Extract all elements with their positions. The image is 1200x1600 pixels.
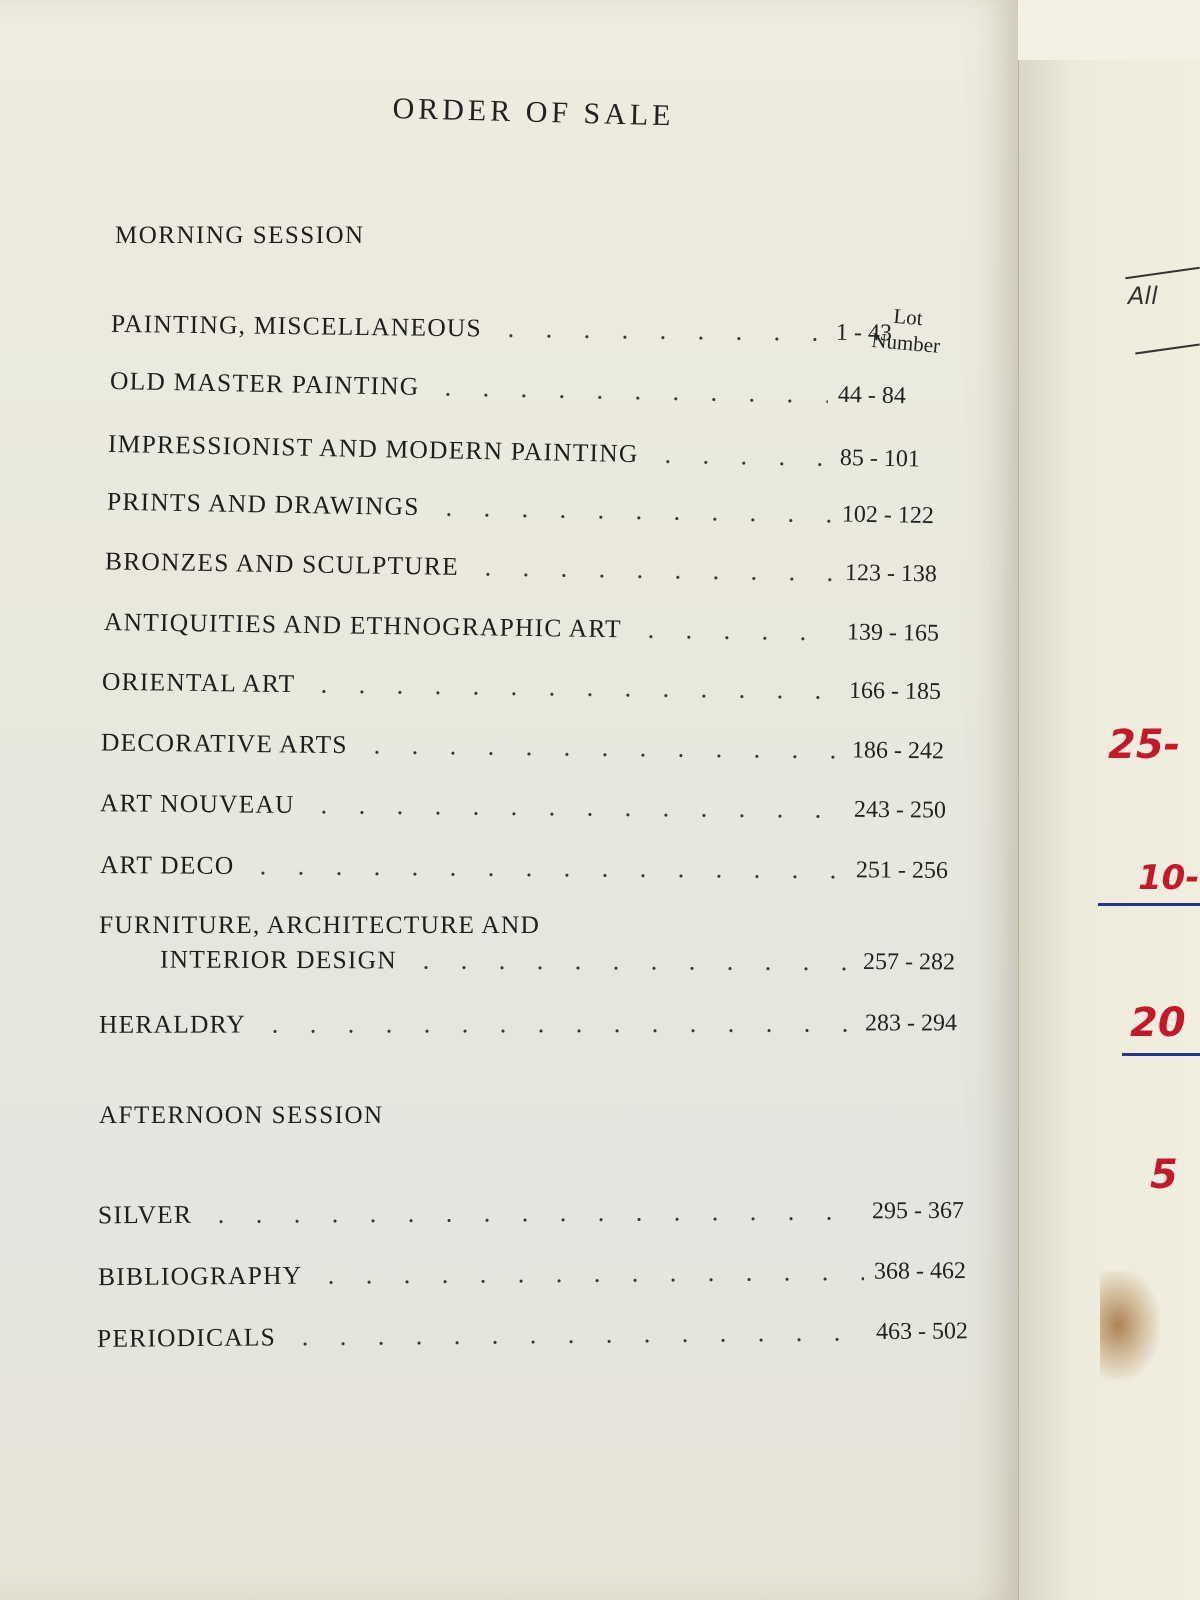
handwritten-number: 25- [1108, 722, 1181, 768]
list-item [108, 425, 950, 475]
dot-leader [492, 334, 826, 342]
list-item [110, 362, 948, 412]
lot-range: 243 - 250 [853, 796, 947, 824]
dot-leader [305, 689, 839, 700]
list-item [97, 1312, 986, 1354]
category-label: ORIENTAL ART [101, 666, 296, 699]
lot-range: 85 - 101 [839, 444, 921, 473]
list-item [100, 846, 966, 886]
dot-leader [407, 965, 853, 971]
dot-leader [632, 634, 837, 641]
foxing-stain [1100, 1270, 1160, 1380]
category-label: DECORATIVE ARTS [100, 727, 348, 760]
category-label-continued: INTERIOR DESIGN [159, 944, 397, 975]
lot-range: 123 - 138 [844, 559, 938, 588]
lot-range: 102 - 122 [841, 501, 935, 530]
lot-range: 166 - 185 [848, 677, 942, 706]
lot-range: 368 - 462 [873, 1258, 967, 1285]
category-label: ART DECO [99, 849, 235, 880]
category-label: IMPRESSIONIST AND MODERN PAINTING [107, 428, 639, 469]
category-label: BIBLIOGRAPHY [97, 1260, 303, 1292]
dot-leader [429, 512, 831, 523]
session-heading-morning: MORNING SESSION [115, 222, 365, 249]
list-item [104, 603, 957, 649]
lot-range: 139 - 165 [846, 619, 940, 647]
lot-number-header: Lot Number [870, 303, 942, 358]
dot-leader [469, 572, 835, 582]
list-item [100, 784, 964, 826]
dot-leader [429, 392, 828, 404]
lot-range: 44 - 84 [837, 381, 907, 410]
category-label: PAINTING, MISCELLANEOUS [110, 308, 483, 343]
handwritten-number: 20 [1130, 1000, 1186, 1046]
dot-leader [202, 1216, 862, 1223]
category-label: SILVER [97, 1199, 193, 1230]
dot-leader [244, 871, 846, 879]
category-label: OLD MASTER PAINTING [109, 365, 420, 401]
category-label: ANTIQUITIES AND ETHNOGRAPHIC ART [103, 607, 622, 644]
dot-leader [648, 459, 829, 466]
lot-range: 463 - 502 [875, 1318, 969, 1346]
category-label: HERALDRY [98, 1009, 247, 1039]
list-item [160, 941, 973, 978]
page-title: ORDER OF SALE [392, 92, 675, 133]
session-heading-afternoon: AFTERNOON SESSION [99, 1102, 384, 1129]
lot-range: 1 - 43 [835, 319, 893, 347]
list-item [107, 483, 952, 532]
handwritten-underline [1098, 903, 1200, 906]
list-item [101, 723, 962, 766]
list-item [99, 1004, 975, 1040]
handwritten-note: All [1128, 282, 1158, 310]
list-item [102, 663, 959, 707]
dot-leader [312, 1277, 864, 1285]
list-item [98, 1252, 984, 1292]
category-label: BRONZES AND SCULPTURE [104, 546, 460, 581]
handwritten-number: 5 [1150, 1152, 1178, 1198]
category-label: FURNITURE, ARCHITECTURE AND [99, 910, 541, 939]
list-item [105, 542, 955, 589]
lot-range: 186 - 242 [851, 737, 945, 765]
lot-range: 283 - 294 [864, 1010, 958, 1037]
category-label: PRINTS AND DRAWINGS [106, 486, 420, 522]
category-label: PERIODICALS [96, 1322, 277, 1353]
handwritten-underline [1122, 1053, 1200, 1056]
dot-leader [358, 750, 842, 759]
lot-range: 251 - 256 [855, 857, 949, 884]
lot-range: 257 - 282 [862, 949, 956, 976]
dot-leader [256, 1028, 855, 1033]
dot-leader [286, 1337, 866, 1346]
dot-leader [305, 810, 844, 819]
handwritten-number: 10- [1138, 858, 1200, 898]
list-item [111, 305, 946, 349]
lot-range: 295 - 367 [871, 1197, 965, 1225]
list-item [98, 1192, 982, 1231]
category-label: ART NOUVEAU [99, 788, 295, 819]
